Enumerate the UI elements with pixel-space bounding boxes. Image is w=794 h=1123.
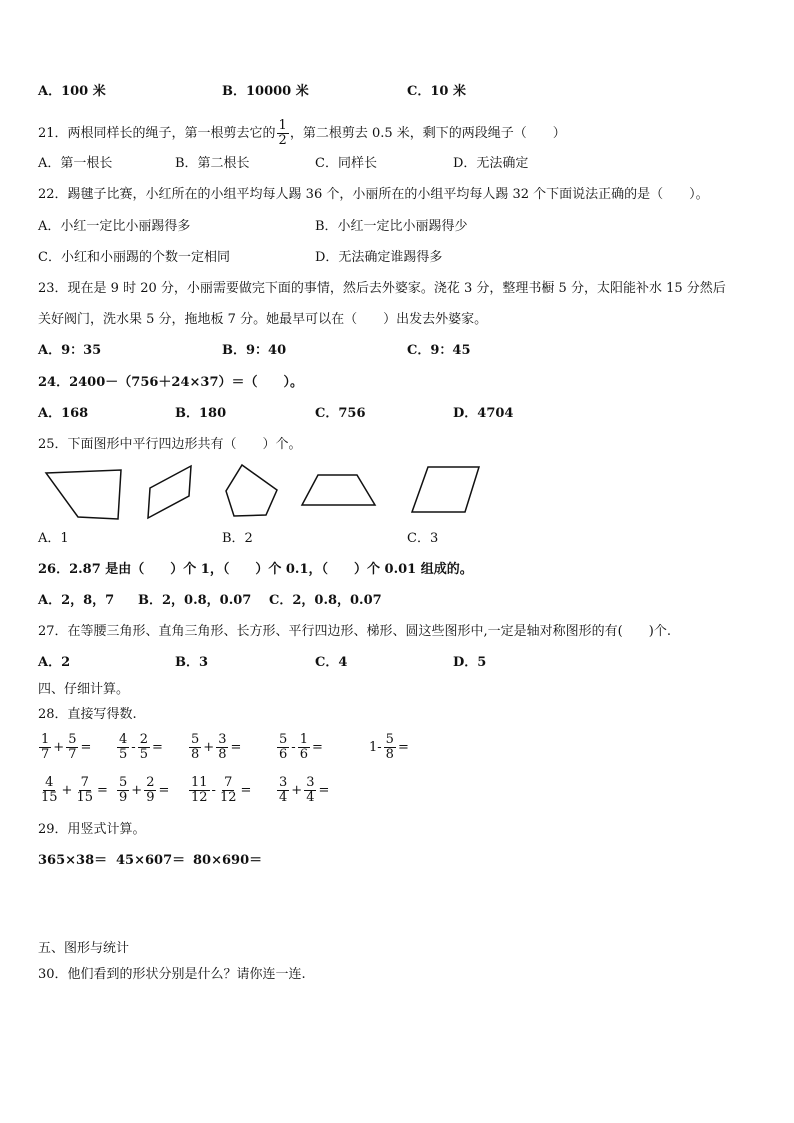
q24-option-d: D．4704 <box>453 406 514 421</box>
operator: + <box>291 783 303 798</box>
denominator: 4 <box>279 790 288 805</box>
numerator: 5 <box>279 732 288 747</box>
operator: + <box>53 740 65 755</box>
q20-option-a: A．100 米 <box>38 84 106 99</box>
denominator: 15 <box>76 790 93 805</box>
q25-option-c: C．3 <box>407 531 439 546</box>
numerator: 11 <box>191 775 208 790</box>
q29-item-1: 365×38＝ <box>38 853 108 868</box>
lead-term: 1- <box>369 740 382 755</box>
q25-option-a: A．1 <box>38 531 69 546</box>
q24-option-c: C．756 <box>315 406 366 421</box>
q26-question: 26．2.87 是由（ ）个 1，（ ）个 0.1，（ ）个 0.01 组成的。 <box>38 562 473 577</box>
q28-expr-2 <box>116 733 164 762</box>
q27-option-d: D．5 <box>453 655 487 670</box>
numerator: 5 <box>68 732 77 747</box>
q29-item-2: 45×607＝ <box>116 853 186 868</box>
q22-option-b: B．小红一定比小丽踢得少 <box>315 219 468 234</box>
q22-option-a: A．小红一定比小丽踢得多 <box>38 219 191 234</box>
denominator: 12 <box>191 790 208 805</box>
q28-question: 28．直接写得数. <box>38 707 137 722</box>
q21-text-pre: 21．两根同样长的绳子，第一根剪去它的 <box>38 125 276 141</box>
denominator: 5 <box>119 747 128 762</box>
q21-fraction-numerator: 1 <box>278 118 287 133</box>
numerator: 5 <box>191 732 200 747</box>
denominator: 8 <box>385 747 394 762</box>
equals: = <box>311 740 323 755</box>
q27-option-c: C．4 <box>315 655 348 670</box>
q28-expr-6 <box>38 776 109 805</box>
numerator: 3 <box>279 775 288 790</box>
q27-option-a: A．2 <box>38 655 71 670</box>
numerator: 5 <box>385 732 394 747</box>
q22-option-d: D．无法确定谁踢得多 <box>315 250 443 265</box>
q21-option-a: A．第一根长 <box>38 156 113 171</box>
q28-expr-8 <box>188 776 252 805</box>
q21-text-post: ，第二根剪去 0.5 米，剩下的两段绳子（ ） <box>289 125 566 141</box>
denominator: 12 <box>219 790 237 805</box>
equals: = <box>97 783 108 798</box>
denominator: 4 <box>306 790 315 805</box>
q23-option-b: B．9：40 <box>222 343 287 358</box>
operator: - <box>131 740 136 755</box>
denominator: 6 <box>299 747 308 762</box>
denominator: 5 <box>139 747 148 762</box>
operator: + <box>203 740 215 755</box>
q28-expr-4 <box>276 733 324 762</box>
q28-expr-1 <box>38 733 92 762</box>
shape-trapezoid <box>302 475 375 505</box>
q21-option-c: C．同样长 <box>315 156 377 171</box>
denominator: 9 <box>146 790 155 805</box>
numerator: 3 <box>306 775 315 790</box>
equals: = <box>397 740 409 755</box>
q25-option-b: B．2 <box>222 531 253 546</box>
operator: + <box>61 783 73 798</box>
numerator: 7 <box>80 775 89 790</box>
denominator: 8 <box>218 747 227 762</box>
operator: + <box>131 783 143 798</box>
numerator: 5 <box>119 775 128 790</box>
q30-question: 30．他们看到的形状分别是什么？请你连一连. <box>38 967 306 982</box>
q24-question: 24．2400－（756＋24×37）＝（ ）。 <box>38 375 303 390</box>
q26-option-a: A．2，8，7 <box>38 593 115 608</box>
shape-pentagon <box>226 465 277 516</box>
numerator: 1 <box>41 732 50 747</box>
q22-question: 22．踢毽子比赛，小红所在的小组平均每人踢 36 个，小丽所在的小组平均每人踢 32 个下面说法正确的是（ ）。 <box>38 187 709 202</box>
q25-question: 25．下面图形中平行四边形共有（ ）个。 <box>38 437 302 452</box>
numerator: 7 <box>224 775 233 790</box>
shape-trapezoid-irregular <box>46 470 121 519</box>
numerator: 2 <box>146 775 155 790</box>
denominator: 7 <box>68 747 77 762</box>
equals: = <box>158 783 170 798</box>
denominator: 6 <box>279 747 288 762</box>
denominator: 8 <box>191 747 200 762</box>
q26-option-c: C．2，0.8，0.07 <box>269 593 382 608</box>
denominator: 9 <box>119 790 128 805</box>
q22-option-c: C．小红和小丽踢的个数一定相同 <box>38 250 230 265</box>
numerator: 2 <box>139 732 148 747</box>
q28-expr-9 <box>276 776 330 805</box>
q23-question-line2: 关好阀门，洗水果 5 分，拖地板 7 分。她最早可以在（ ）出发去外婆家。 <box>38 312 488 327</box>
q28-expr-3 <box>188 733 242 762</box>
equals: = <box>230 740 242 755</box>
numerator: 4 <box>45 775 54 790</box>
equals: = <box>80 740 92 755</box>
denominator: 7 <box>41 747 50 762</box>
numerator: 1 <box>299 732 308 747</box>
q20-option-c: C．10 米 <box>407 84 466 99</box>
section-5-heading: 五、图形与统计 <box>38 941 130 956</box>
shape-parallelogram-2 <box>412 467 479 512</box>
q21-option-b: B．第二根长 <box>175 156 250 171</box>
q24-option-a: A．168 <box>38 406 89 421</box>
denominator: 15 <box>41 790 58 805</box>
numerator: 4 <box>119 732 128 747</box>
q29-item-3: 80×690＝ <box>193 853 263 868</box>
operator: - <box>211 783 216 798</box>
section-4-heading: 四、仔细计算。 <box>38 682 130 697</box>
q29-question: 29．用竖式计算。 <box>38 822 146 837</box>
q27-option-b: B．3 <box>175 655 209 670</box>
q23-option-a: A．9：35 <box>38 343 102 358</box>
q21-option-d: D．无法确定 <box>453 156 529 171</box>
q24-option-b: B．180 <box>175 406 227 421</box>
shape-parallelogram-1 <box>148 466 191 518</box>
q28-expr-5 <box>368 733 410 762</box>
q27-question: 27．在等腰三角形、直角三角形、长方形、平行四边形、梯形、圆这些图形中,一定是轴对称图形的有( )个. <box>38 624 671 639</box>
q26-option-b: B．2，0.8，0.07 <box>138 593 252 608</box>
q23-option-c: C．9：45 <box>407 343 471 358</box>
q21-fraction-denominator: 2 <box>278 133 287 148</box>
q23-question-line1: 23．现在是 9 时 20 分，小丽需要做完下面的事情，然后去外婆家。浇花 3 分，整理书橱 5 分，太阳能补水 15 分然后 <box>38 281 726 296</box>
equals: = <box>318 783 330 798</box>
equals: = <box>240 783 252 798</box>
equals: = <box>151 740 163 755</box>
numerator: 3 <box>218 732 227 747</box>
operator: - <box>291 740 296 755</box>
q20-option-b: B．10000 米 <box>222 84 309 99</box>
q28-expr-7 <box>116 776 170 805</box>
